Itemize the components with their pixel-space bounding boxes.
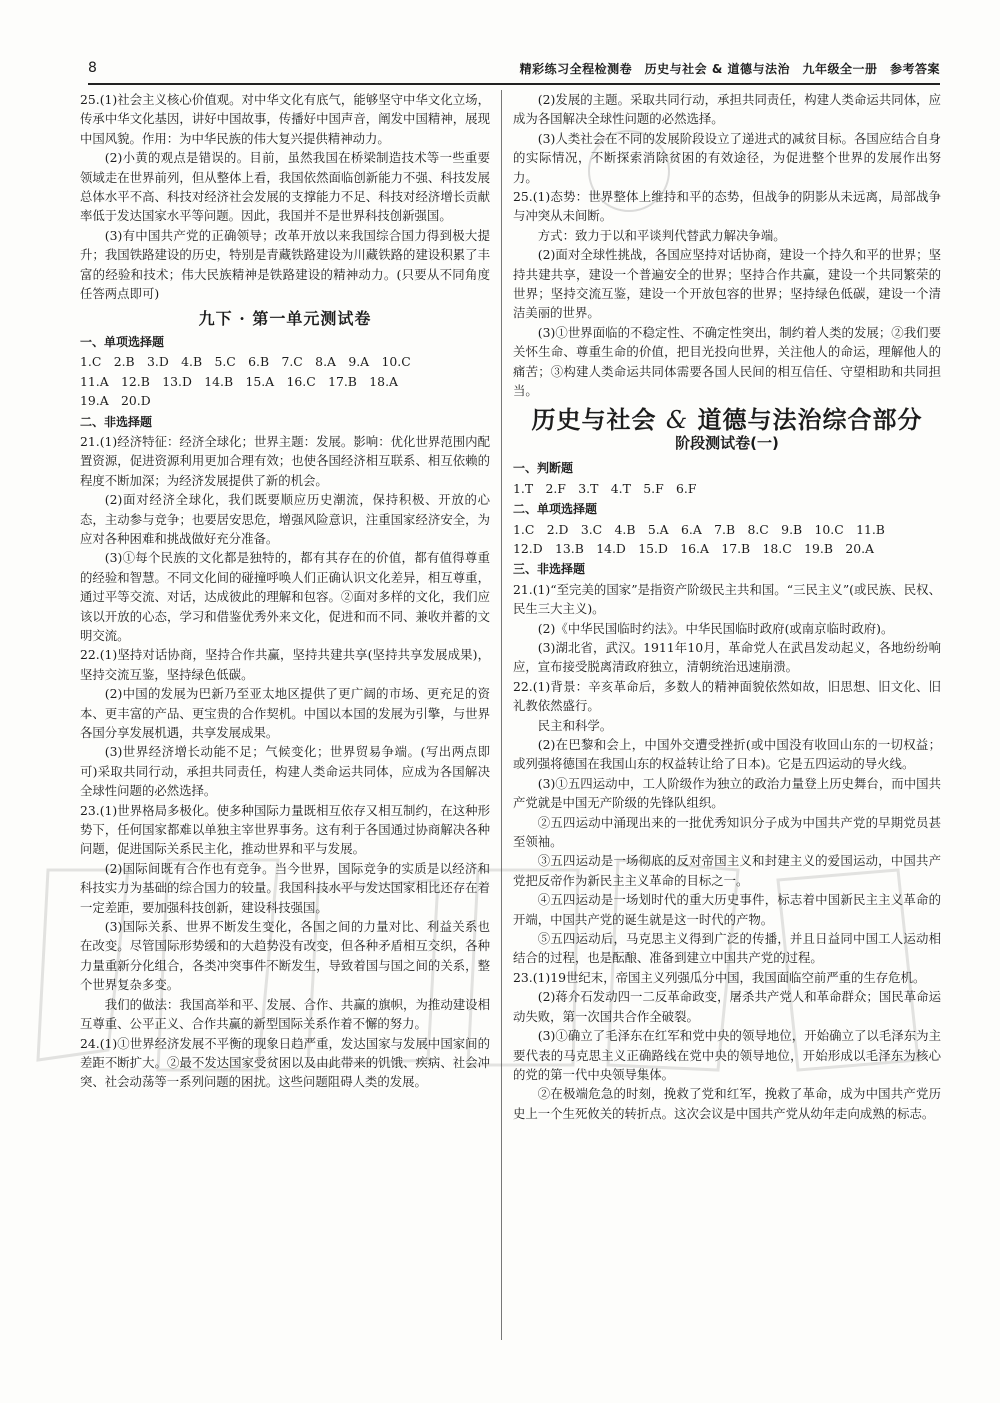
section-heading: 一、单项选择题: [80, 334, 165, 349]
true-false-answers: 1.T 2.F 3.T 4.T 5.F 6.F: [513, 480, 697, 496]
combined-section-title: [513, 405, 941, 434]
answer-paragraph: (2)发展的主题。采取共同行动，承担共同责任，构建人类命运共同体，应成为各国解决全球性问题的必然选择。: [513, 92, 941, 127]
choice-answers: 11.A 12.B 13.D 14.B 15.A 16.C 17.B 18.A: [80, 373, 398, 389]
answer-paragraph: (2)中国的发展为巴新乃至亚太地区提供了更广阔的市场、更充足的资本、更丰富的产品、更宝贵的合作契机。中国以本国的发展为引擎，与世界各国分享发展机遇，共享发展成果。: [80, 686, 490, 740]
title-part-history: 历史与社会: [531, 405, 657, 434]
left-column: [80, 90, 490, 1092]
answer-paragraph: (3)①确立了毛泽东在红军和党中央的领导地位，开始确立了以毛泽东为主要代表的马克思主义正确路线在党中央的领导地位，开始形成以毛泽东为核心的党的第一代中央领导集体。: [513, 1028, 941, 1082]
choice-answers: 12.D 13.B 14.D 15.D 16.A 17.B 18.C 19.B 20.A: [513, 540, 874, 556]
column-divider: [501, 90, 502, 1340]
stage-test-title: 阶段测试卷(一): [675, 433, 779, 452]
answer-paragraph: (3)湖北省，武汉。1911年10月，革命党人在武昌发动起义，各地纷纷响应，宣布接受脱离清政府独立，清朝统治迅速崩溃。: [513, 639, 941, 675]
section-heading: 一、判断题: [513, 461, 574, 476]
answer-paragraph: 我们的做法：我国高举和平、发展、合作、共赢的旗帜，为推动建设相互尊重、公平正义、合作共赢的新型国际关系作着不懈的努力。: [80, 996, 490, 1032]
answer-paragraph: 23.(1)19世纪末，帝国主义列强瓜分中国，我国面临空前严重的生存危机。: [513, 969, 926, 985]
answer-paragraph: (3)①世界面临的不稳定性、不确定性突出，制约着人类的发展；②我们要关怀生命、尊重生命的价值，把目光投向世界，关注他人的命运，理解他人的痛苦；③构建人类命运共同体需要各国人民间的相互信任、守望相助和共同担当。: [513, 324, 941, 399]
answer-paragraph: 21.(1)“至完美的国家”是指资产阶级民主共和国。“三民主义”(或民族、民权、民生三大主义)。: [513, 581, 941, 617]
answer-paragraph: (3)世界经济增长动能不足；气候变化；世界贸易争端。(写出两点即可)采取共同行动，承担共同责任，构建人类命运共同体，应成为各国解决全球性问题的必然选择。: [80, 744, 490, 799]
answer-paragraph: (2)小黄的观点是错误的。目前，虽然我国在桥梁制造技术等一些重要领域走在世界前列，但从整体上看，我国依然面临创新能力不强、科技发展总体水平不高、科技对经济社会发展的支撑能力不足、科技对经济增长贡献率低于发达国家水平等问题。因此，我国并不是世界科技创新强国。: [80, 150, 490, 224]
answer-paragraph: 22.(1)背景：辛亥革命后，多数人的精神面貌依然如故，旧思想、旧文化、旧礼教依然盛行。: [513, 678, 941, 714]
answer-paragraph: 民主和科学。: [537, 717, 613, 733]
answer-paragraph: (3)国际关系、世界不断发生变化，各国之间的力量对比、利益关系也在改变。尽管国际形势缓和的大趋势没有改变，但各种矛盾相互交织，各种力量重新分化组合，各类冲突事件不断发生，导致着国与国之间的关系，整个世界复杂多变。: [80, 919, 490, 993]
answer-paragraph: (3)有中国共产党的正确领导；改革开放以来我国综合国力得到极大提升；我国铁路建设的历史，特别是青藏铁路建设为川藏铁路的建设积累了丰富的经验和技术；伟大民族精神是铁路建设的精神动力。(只要从不同角度任答两点即可): [80, 227, 490, 302]
answer-paragraph: 25.(1)态势：世界整体上维持和平的态势，但战争的阴影从未远离，局部战争与冲突从未间断。: [513, 189, 941, 224]
answer-paragraph: ②五四运动中涌现出来的一批优秀知识分子成为中国共产党的早期党员甚至领袖。: [513, 814, 941, 850]
page-number: 8: [88, 60, 97, 76]
title-part-ethics: 道德与法治综合部分: [697, 405, 923, 434]
answer-paragraph: 方式：致力于以和平谈判代替武力解决争端。: [537, 227, 786, 243]
right-column: [513, 90, 941, 1123]
answer-paragraph: ④五四运动是一场划时代的重大历史事件，标志着中国新民主主义革命的开端，中国共产党的诞生就是这一时代的产物。: [513, 892, 941, 927]
choice-answers: 1.C 2.B 3.D 4.B 5.C 6.B 7.C 8.A 9.A 10.C: [80, 354, 411, 370]
answer-paragraph: (3)人类社会在不同的发展阶段设立了递进式的减贫目标。各国应结合自身的实际情况，不断探索消除贫困的有效途径，为促进整个世界的发展作出努力。: [513, 130, 941, 185]
answer-paragraph: (2)在巴黎和会上，中国外交遭受挫折(或中国没有收回山东的一切权益；或列强将德国在我国山东的权益转让给了日本)。它是五四运动的导火线。: [513, 737, 941, 772]
choice-answers: 19.A 20.D: [80, 393, 151, 409]
answer-paragraph: (2)面对经济全球化，我们既要顺应历史潮流，保持积极、开放的心态，主动参与竞争；也要居安思危，增强风险意识，注重国家经济安全，为应对各种困难和挑战做好充分准备。: [80, 492, 490, 546]
answer-paragraph: (3)①每个民族的文化都是独特的，都有其存在的价值，都有值得尊重的经验和智慧。不同文化间的碰撞呼唤人们正确认识文化差异，相互尊重，通过平等交流、对话，达成彼此的理解和包容。②面对多样的文化，我们应该以开放的心态，学习和借鉴优秀外来文化，促进和而不同、兼收并蓄的文明交流。: [80, 550, 490, 643]
answer-paragraph: (3)①五四运动中，工人阶级作为独立的政治力量登上历史舞台，而中国共产党就是中国无产阶级的先锋队组织。: [513, 775, 941, 811]
answer-paragraph: ②在极端危急的时刻，挽救了党和红军，挽救了革命，成为中国共产党历史上一个生死攸关的转折点。这次会议是中国共产党从幼年走向成熟的标志。: [513, 1086, 941, 1121]
section-heading: 二、单项选择题: [513, 502, 598, 517]
answer-paragraph: (2)《中华民国临时约法》。中华民国临时政府(或南京临时政府)。: [537, 620, 894, 636]
answer-paragraph: 24.(1)①世界经济发展不平衡的现象日趋严重，发达国家与发展中国家间的差距不断扩大。②最不发达国家受贫困以及由此带来的饥饿、疾病、社会冲突、社会动荡等一系列问题的困扰。这些问题阻碍人类的发展。: [80, 1035, 490, 1090]
section-heading: 三、非选择题: [513, 562, 586, 577]
page-header: [88, 58, 940, 84]
running-title: 精彩练习全程检测卷 历史与社会 & 道德与法治 九年级全一册 参考答案: [519, 62, 940, 76]
answer-paragraph: ⑤五四运动后，马克思主义得到广泛的传播，并且日益同中国工人运动相结合的过程，也是酝酿、准备到建立中国共产党的过程。: [513, 931, 941, 966]
answer-paragraph: (2)国际间既有合作也有竞争。当今世界，国际竞争的实质是以经济和科技实力为基础的综合国力的较量。我国科技水平与发达国家相比还存在着一定差距，要加强科技创新，建设科技强国。: [80, 860, 490, 915]
choice-answers: 1.C 2.D 3.C 4.B 5.A 6.A 7.B 8.C 9.B 10.C 11.B: [513, 521, 885, 537]
answer-paragraph: 22.(1)坚持对话协商，坚持合作共赢，坚持共建共享(坚持共享发展成果)，坚持交流互鉴，坚持绿色低碳。: [80, 647, 490, 682]
answer-paragraph: (2)蒋介石发动四一二反革命政变，屠杀共产党人和革命群众；国民革命运动失败，第一次国共合作全破裂。: [513, 989, 941, 1024]
answer-paragraph: ③五四运动是一场彻底的反对帝国主义和封建主义的爱国运动，中国共产党把反帝作为新民主主义革命的目标之一。: [513, 853, 941, 888]
answer-paragraph: 23.(1)世界格局多极化。使多种国际力量既相互依存又相互制约，在这种形势下，任何国家都难以单独主宰世界事务。这有利于各国通过协商解决各种问题，促进国际关系民主化，推动世界和平与发展。: [80, 802, 490, 857]
unit-test-title: 九下 · 第一单元测试卷: [198, 309, 372, 329]
answer-paragraph: 25.(1)社会主义核心价值观。对中华文化有底气，能够坚守中华文化立场，传承中华文化基因，讲好中国故事，传播好中国声音，阐发中国精神，展现中国风貌。作用：为中华民族的伟大复兴提供精神动力。: [80, 92, 490, 146]
section-heading: 二、非选择题: [80, 414, 153, 429]
answer-paragraph: 21.(1)经济特征：经济全球化；世界主题：发展。影响：优化世界范围内配置资源，促进资源利用更加合理有效；也使各国经济相互联系、相互依赖的程度不断加深；为经济发展提供了新的机会。: [80, 433, 490, 488]
answer-paragraph: (2)面对全球性挑战，各国应坚持对话协商，建设一个持久和平的世界；坚持共建共享，建设一个普遍安全的世界；坚持合作共赢，建设一个共同繁荣的世界；坚持交流互鉴，建设一个开放包容的世界；坚持绿色低碳，建设一个清洁美丽的世界。: [513, 247, 941, 321]
header-rule: [88, 83, 940, 85]
title-ampersand: &: [665, 405, 689, 434]
